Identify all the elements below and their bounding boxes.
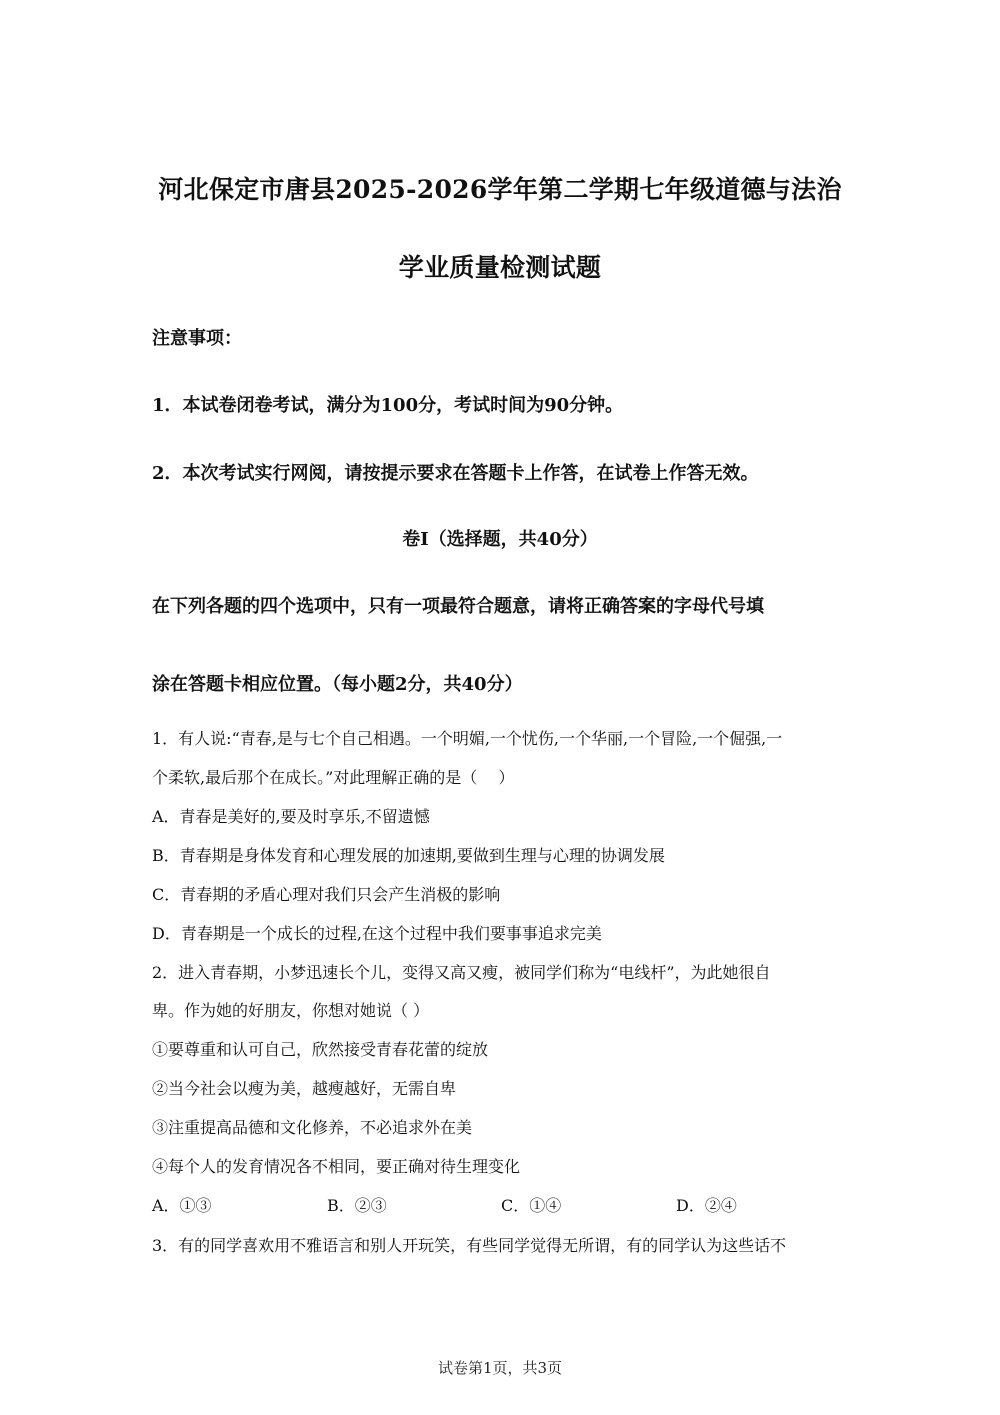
question-stem: 3．有的同学喜欢用不雅语言和别人开玩笑，有些同学觉得无所谓，有的同学认为这些话不	[152, 1236, 787, 1255]
answer-option: C．青春期的矛盾心理对我们只会产生消极的影响	[152, 885, 501, 904]
section-title: 卷Ⅰ（选择题，共40分）	[402, 529, 598, 550]
page-footer: 试卷第1页，共3页	[437, 1359, 563, 1377]
page-subtitle: 学业质量检测试题	[398, 253, 602, 282]
section-instructions: 在下列各题的四个选项中，只有一项最符合题意，请将正确答案的字母代号填	[152, 596, 764, 617]
note-item: 1．本试卷闭卷考试，满分为100分，考试时间为90分钟。	[152, 395, 624, 416]
statement-item: ③注重提高品德和文化修养，不必追求外在美	[152, 1118, 473, 1137]
answer-option: D．青春期是一个成长的过程,在这个过程中我们要事事追求完美	[152, 924, 602, 943]
section-instructions: 涂在答题卡相应位置。（每小题2分，共40分）	[152, 674, 523, 695]
answer-option: B．青春期是身体发育和心理发展的加速期,要做到生理与心理的协调发展	[152, 846, 665, 865]
answer-option: D．②④	[676, 1196, 737, 1215]
question-stem: 2．进入青春期，小梦迅速长个儿，变得又高又瘦，被同学们称为“电线杆”，为此她很自	[152, 963, 771, 982]
page-title: 河北保定市唐县2025-2026学年第二学期七年级道德与法治	[158, 175, 842, 204]
question-stem: 1．有人说:“青春,是与七个自己相遇。一个明媚,一个忧伤,一个华丽,一个冒险,一个倔强,一	[152, 729, 783, 748]
answer-option: A．青春是美好的,要及时享乐,不留遗憾	[152, 807, 430, 826]
note-item: 2．本次考试实行网阅，请按提示要求在答题卡上作答，在试卷上作答无效。	[152, 463, 759, 484]
answer-option: C．①④	[501, 1196, 562, 1215]
notes-heading: 注意事项：	[152, 328, 242, 349]
statement-item: ②当今社会以瘦为美，越瘦越好，无需自卑	[152, 1079, 457, 1098]
question-stem: 个柔软,最后那个在成长。”对此理解正确的是（ ）	[152, 768, 515, 787]
statement-item: ④每个人的发育情况各不相同，要正确对待生理变化	[152, 1157, 521, 1176]
answer-option: B．②③	[327, 1196, 387, 1215]
answer-option: A．①③	[152, 1196, 212, 1215]
statement-item: ①要尊重和认可自己，欣然接受青春花蕾的绽放	[152, 1040, 489, 1059]
question-stem: 卑。作为她的好朋友，你想对她说（ ）	[152, 1001, 430, 1020]
